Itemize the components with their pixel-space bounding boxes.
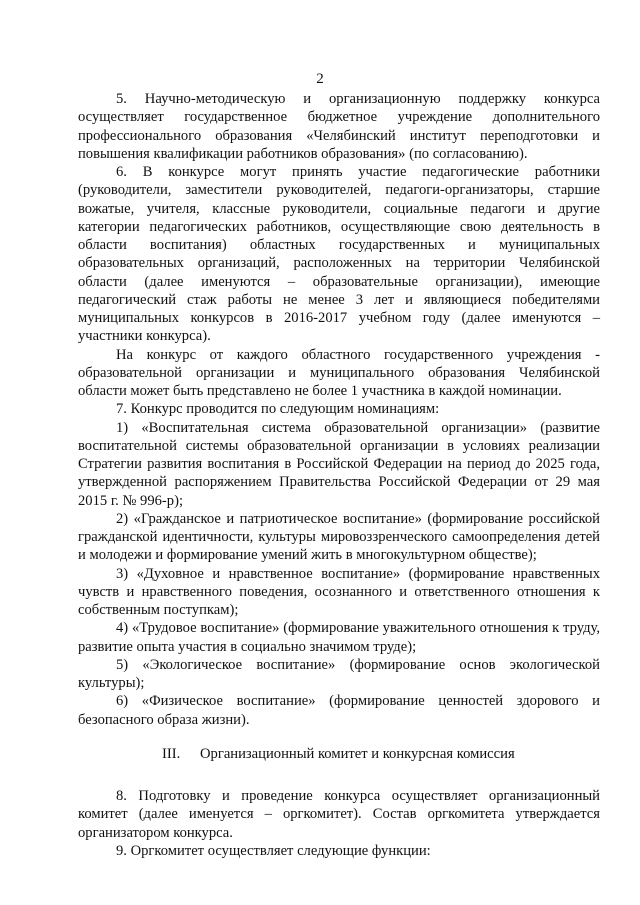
nomination-5: 5) «Экологическое воспитание» (формирование основ экологической культуры);	[78, 656, 600, 691]
paragraph-item-7: 7. Конкурс проводится по следующим номинациям:	[116, 401, 440, 418]
section-title: Организационный комитет и конкурсная комиссия	[200, 745, 515, 762]
nomination-6: 6) «Физическое воспитание» (формирование ценностей здорового и безопасного образа жизни).	[78, 693, 600, 728]
paragraph-participation-limit: На конкурс от каждого областного государственного учреждения - образовательной организации и муниципального образования Челябинской области может быть представлено не более 1 участника в каждой номинации.	[78, 346, 600, 399]
page-number: 2	[316, 71, 324, 87]
paragraph-item-8: 8. Подготовку и проведение конкурса осуществляет организационный комитет (далее именуется – оргкомитет). Состав оргкомитета утверждается организатором конкурса.	[78, 788, 600, 841]
nomination-2: 2) «Гражданское и патриотическое воспитание» (формирование российской гражданской идентичности, культуры мировоззренческого самоопределения детей и молодежи и формирование умений жить в многокультурном обществе);	[78, 510, 600, 564]
nomination-4: 4) «Трудовое воспитание» (формирование уважительного отношения к труду, развитие опыта участия в социально значимом труде);	[78, 620, 600, 655]
document-body	[78, 90, 600, 860]
section-heading	[78, 745, 600, 763]
nomination-3: 3) «Духовное и нравственное воспитание» (формирование нравственных чувств и нравственного поведения, осознанного и ответственного отношения к собственным поступкам);	[78, 565, 600, 618]
paragraph-item-6: 6. В конкурсе могут принять участие педагогические работники (руководители, заместители руководителей, педагоги-организаторы, старшие вожатые, учителя, классные руководители, социальные педагоги и другие категории педагогических работников, осуществляющие свою деятельность в области воспитания) областных государственных и муниципальных образовательных организаций, расположенных на территории Челябинской области (далее именуются – образовательные организации), имеющие педагогический стаж работы не менее 3 лет и являющиеся победителями муниципальных конкурсов в 2016-2017 учебном году (далее именуются – участники конкурса).	[78, 164, 600, 345]
nomination-1: 1) «Воспитательная система образовательной организации» (развитие воспитательной системы образовательной организации в условиях реализации Стратегии развития воспитания в Российской Федерации на период до 2025 года, утвержденной распоряжением Правительства Российской Федерации от 29 мая 2015 г. № 996-р);	[78, 419, 600, 509]
paragraph-item-5: 5. Научно-методическую и организационную поддержку конкурса осуществляет государственное бюджетное учреждение дополнительного профессионального образования «Челябинский институт переподготовки и повышения квалификации работников образования» (по согласованию).	[78, 91, 600, 162]
paragraph-item-9: 9. Оргкомитет осуществляет следующие функции:	[116, 842, 431, 859]
section-numeral: III.	[162, 745, 181, 762]
